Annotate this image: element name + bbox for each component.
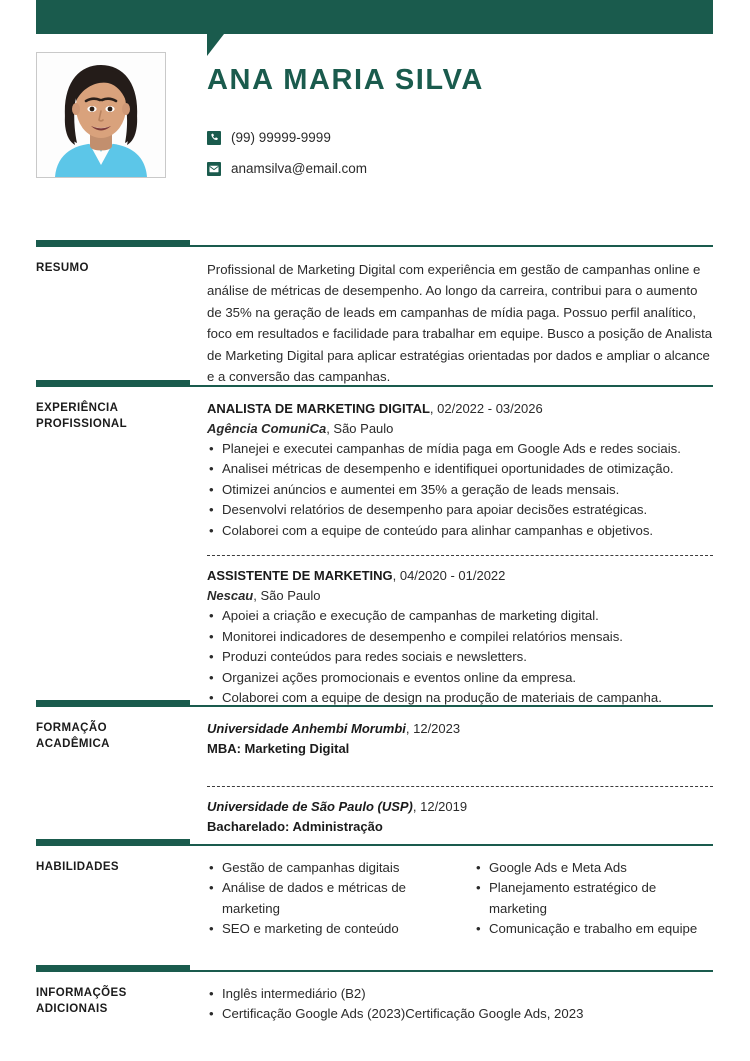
- section-divider: [36, 965, 713, 972]
- education-institution-line: [207, 797, 713, 817]
- candidate-name: ANA MARIA SILVA: [207, 64, 484, 96]
- section-label-line2: ADICIONAIS: [36, 1002, 108, 1015]
- job-title: ANALISTA DE MARKETING DIGITAL: [207, 401, 430, 416]
- list-item: • Certificação Google Ads (2023)Certificação Google Ads, 2023: [207, 1004, 713, 1024]
- list-item: • Desenvolvi relatórios de desempenho para apoiar decisões estratégicas.: [207, 500, 713, 520]
- section-label-line1: INFORMAÇÕES: [36, 987, 127, 999]
- section-divider: [36, 839, 713, 846]
- portrait-illustration: [37, 53, 165, 177]
- list-item: • Análise de dados e métricas de marketing: [207, 878, 460, 919]
- section-divider: [36, 380, 713, 387]
- section-label-skills: HABILIDADES: [36, 861, 119, 873]
- job-company: Nescau: [207, 587, 254, 603]
- section-summary: [36, 240, 713, 387]
- list-item: • Produzi conteúdos para redes sociais e newsletters.: [207, 647, 713, 667]
- section-label-line2: PROFISSIONAL: [36, 417, 128, 430]
- list-item: • Colaborei com a equipe de conteúdo para alinhar campanhas e objetivos.: [207, 521, 713, 541]
- phone-icon: [207, 131, 221, 145]
- list-item: • Apoiei a criação e execução de campanhas de marketing digital.: [207, 606, 713, 626]
- list-item: • Planejei e executei campanhas de mídia paga em Google Ads e redes sociais.: [207, 439, 713, 459]
- contact-list: [207, 125, 607, 187]
- education-institution-line: [207, 719, 713, 739]
- section-label-summary: RESUMO: [36, 262, 89, 274]
- divider-thin-line: [36, 245, 713, 247]
- list-item: • Colaborei com a equipe de design na produção de materiais de campanha.: [207, 688, 713, 708]
- skills-list-right: [474, 858, 713, 940]
- education-date: , 12/2023: [405, 721, 461, 736]
- email-text: anamsilva@email.com: [231, 160, 367, 176]
- skills-column-right: [460, 858, 713, 940]
- job-bullet-list: [207, 606, 713, 708]
- additional-list: [207, 984, 713, 1025]
- education-entry: [207, 719, 713, 758]
- list-item: • Organizei ações promocionais e eventos online da empresa.: [207, 668, 713, 688]
- entry-separator: [207, 555, 713, 556]
- spacer: [207, 760, 713, 786]
- list-item: • Planejamento estratégico de marketing: [474, 878, 713, 919]
- contact-phone[interactable]: [207, 125, 607, 150]
- education-degree: Bacharelado: Administração: [207, 818, 383, 834]
- list-item: • Inglês intermediário (B2): [207, 984, 713, 1004]
- divider-thin-line: [36, 970, 713, 972]
- list-item: • Gestão de campanhas digitais: [207, 858, 460, 878]
- section-experience: [36, 380, 713, 711]
- section-label-education: [36, 707, 207, 752]
- section-skills: [36, 839, 713, 940]
- divider-thin-line: [36, 705, 713, 707]
- job-dates: , 04/2020 - 01/2022: [392, 568, 506, 584]
- job-bullet-list: [207, 439, 713, 541]
- skills-columns: [207, 858, 713, 940]
- skills-column-left: [207, 858, 460, 940]
- section-education: [36, 700, 713, 838]
- list-item: • Comunicação e trabalho em equipe: [474, 919, 713, 939]
- contact-email[interactable]: [207, 156, 607, 181]
- job-title-line: [207, 399, 713, 419]
- header-banner-tail: [207, 34, 224, 56]
- education-entry: [207, 797, 713, 836]
- list-item: • SEO e marketing de conteúdo: [207, 919, 460, 939]
- list-item: • Otimizei anúncios e aumentei em 35% a geração de leads mensais.: [207, 480, 713, 500]
- profile-photo: [36, 52, 166, 178]
- experience-entry: [207, 566, 713, 708]
- job-title-line: [207, 566, 713, 586]
- job-dates: , 02/2022 - 03/2026: [429, 401, 543, 416]
- section-label-additional: [36, 972, 207, 1017]
- section-label-line1: EXPERIÊNCIA: [36, 402, 119, 414]
- header-banner: [36, 0, 713, 34]
- education-date: , 12/2019: [412, 799, 468, 814]
- skills-list-left: [207, 858, 460, 940]
- job-company-line: [207, 586, 713, 606]
- job-title: ASSISTENTE DE MARKETING: [207, 568, 393, 584]
- section-label-line1: FORMAÇÃO: [36, 722, 107, 734]
- education-degree: MBA: Marketing Digital: [207, 740, 350, 756]
- divider-thin-line: [36, 385, 713, 387]
- job-company: Agência ComuniCa: [207, 420, 327, 436]
- phone-text: (99) 99999-9999: [231, 129, 331, 145]
- section-divider: [36, 700, 713, 707]
- list-item: • Google Ads e Meta Ads: [474, 858, 713, 878]
- education-institution: Universidade de São Paulo (USP): [207, 799, 413, 814]
- section-label-experience: [36, 387, 207, 432]
- envelope-icon: [207, 162, 221, 176]
- divider-thin-line: [36, 844, 713, 846]
- job-location: , São Paulo: [326, 420, 394, 436]
- section-label-line2: ACADÊMICA: [36, 737, 110, 750]
- job-location: , São Paulo: [253, 587, 321, 603]
- section-divider: [36, 240, 713, 247]
- summary-text: Profissional de Marketing Digital com experiência em gestão de campanhas online e análise de métricas de desempenho. Ao longo da carreira, contribui para o aumento de 35% na geração de leads em campanhas de mídia paga. Possuo perfil analítico, foco em resultados e facilidade para trabalhar em equipe. Busco a posição de Analista de Marketing Digital para aplicar estratégias orientadas por dados e ampliar o alcance e a conversão das campanhas.: [207, 262, 713, 384]
- education-institution: Universidade Anhembi Morumbi: [207, 721, 406, 736]
- section-additional: [36, 965, 713, 1025]
- experience-entry: [207, 399, 713, 541]
- list-item: • Monitorei indicadores de desempenho e compilei relatórios mensais.: [207, 627, 713, 647]
- job-company-line: [207, 419, 713, 439]
- list-item: • Analisei métricas de desempenho e identifiquei oportunidades de otimização.: [207, 459, 713, 479]
- entry-separator: [207, 786, 713, 787]
